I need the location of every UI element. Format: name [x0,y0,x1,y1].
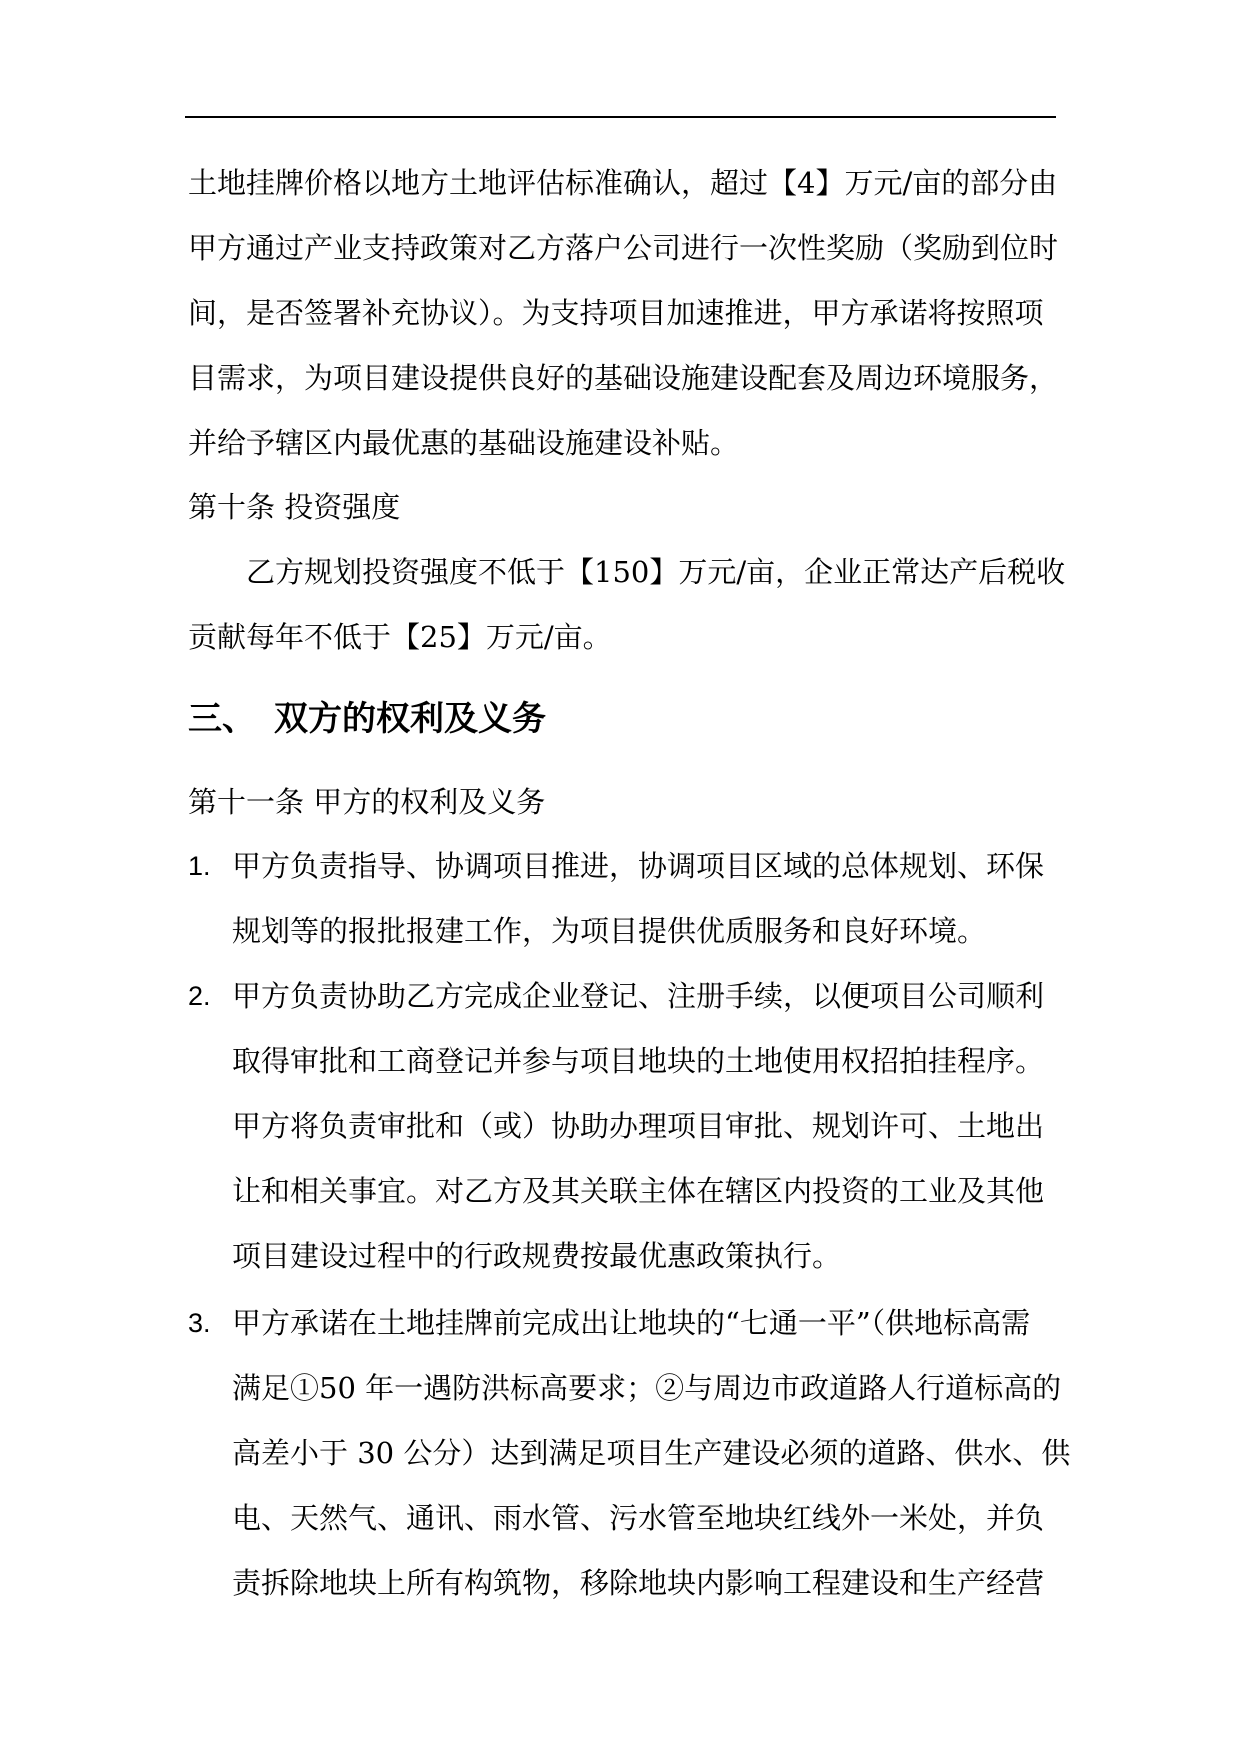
paragraph-line: 甲方通过产业支持政策对乙方落户公司进行一次性奖励（奖励到位时 [188,231,1059,265]
list-item-number: 3. [188,1308,211,1338]
section-title: 双方的权利及义务 [274,699,546,739]
list-item-line: 取得审批和工商登记并参与项目地块的土地使用权招拍挂程序。 [232,1044,1045,1078]
list-item-line: 责拆除地块上所有构筑物，移除地块内影响工程建设和生产经营 [232,1566,1045,1600]
list-item-line: 项目建设过程中的行政规费按最优惠政策执行。 [232,1239,842,1273]
list-item-line: 甲方将负责审批和（或）协助办理项目审批、规划许可、土地出 [232,1109,1045,1143]
list-item-line: 高差小于 30 公分）达到满足项目生产建设必须的道路、供水、供 [232,1436,1071,1470]
section-heading [188,697,546,741]
article-11-title: 第十一条 甲方的权利及义务 [188,785,546,819]
list-item-line: 满足①50 年一遇防洪标高要求；②与周边市政道路人行道标高的 [232,1371,1062,1405]
paragraph-line: 乙方规划投资强度不低于【150】万元/亩，企业正常达产后税收 [246,555,1066,589]
list-item-line: 甲方负责指导、协调项目推进，协调项目区域的总体规划、环保 [232,849,1045,883]
list-item-line: 甲方负责协助乙方完成企业登记、注册手续，以便项目公司顺利 [232,979,1045,1013]
paragraph-line: 目需求，为项目建设提供良好的基础设施建设配套及周边环境服务， [188,361,1059,395]
paragraph-line: 贡献每年不低于【25】万元/亩。 [188,620,612,654]
list-item-number: 1. [188,851,211,881]
header-rule [185,116,1056,118]
list-item-line: 规划等的报批报建工作，为项目提供优质服务和良好环境。 [232,914,987,948]
paragraph-line: 间，是否签署补充协议）。为支持项目加速推进，甲方承诺将按照项 [188,296,1044,330]
list-item-line: 电、天然气、通讯、雨水管、污水管至地块红线外一米处，并负 [232,1501,1045,1535]
list-item-line: 让和相关事宜。对乙方及其关联主体在辖区内投资的工业及其他 [232,1174,1045,1208]
paragraph-line: 土地挂牌价格以地方土地评估标准确认，超过【4】万元/亩的部分由 [188,166,1058,200]
paragraph-line: 并给予辖区内最优惠的基础设施建设补贴。 [188,426,740,460]
list-item-number: 2. [188,981,211,1011]
section-number: 三、 [188,699,256,739]
list-item-line: 甲方承诺在土地挂牌前完成出让地块的“七通一平”（供地标高需 [232,1306,1031,1340]
article-10-title: 第十条 投资强度 [188,490,401,524]
